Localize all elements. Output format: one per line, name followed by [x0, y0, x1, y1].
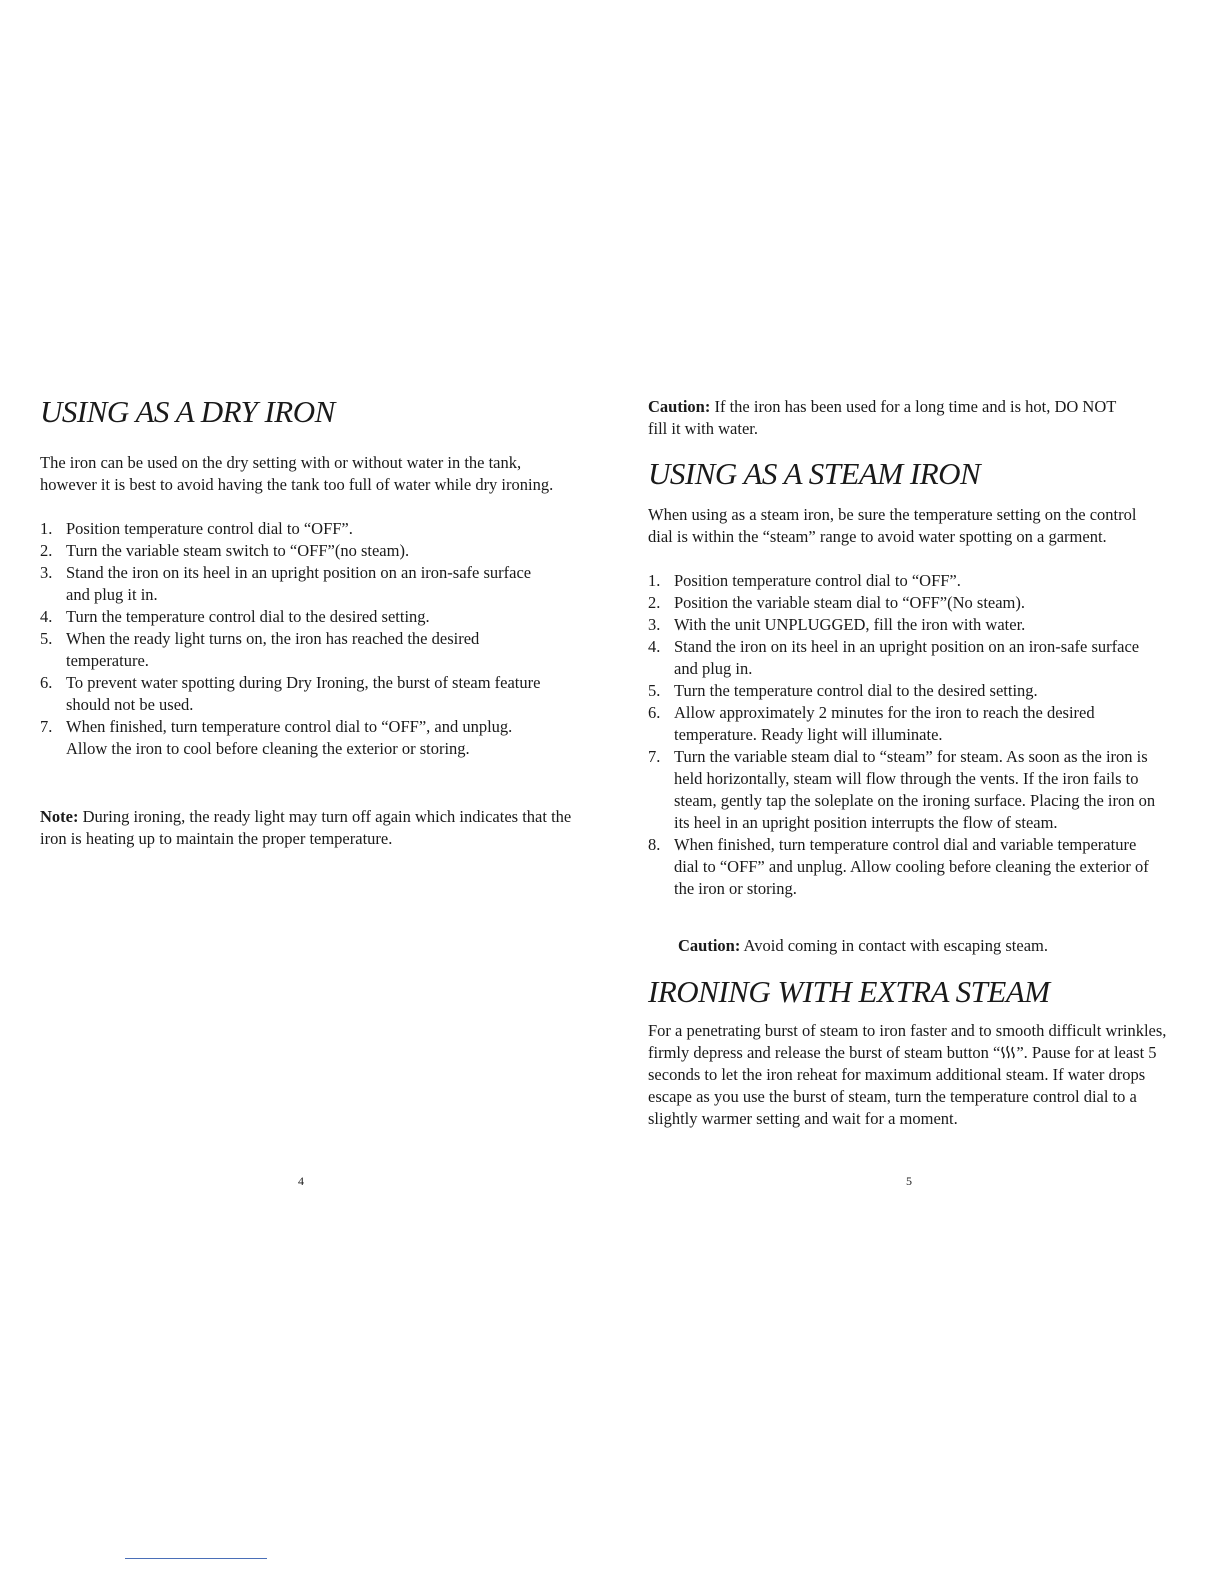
bottom-rule	[125, 1558, 267, 1559]
step-text: When the ready light turns on, the iron has reached the desired temperature.	[66, 629, 480, 670]
caution-bottom-label: Caution:	[678, 936, 741, 955]
list-item	[648, 680, 1163, 702]
steam-iron-steps	[648, 570, 1163, 900]
step-text: Turn the temperature control dial to the desired setting.	[66, 607, 430, 626]
step-number: 4.	[648, 637, 661, 656]
step-text: When finished, turn temperature control dial and variable temperature dial to “OFF” and unplug. Allow cooling before cleaning the exterior of the iron or storing.	[674, 835, 1149, 898]
list-item	[648, 636, 1163, 680]
step-text: When finished, turn temperature control dial to “OFF”, and unplug. Allow the iron to cool before cleaning the exterior or storing.	[66, 717, 513, 758]
note-label: Note:	[40, 807, 79, 826]
step-number: 5.	[648, 681, 661, 700]
caution-bottom-text: Avoid coming in contact with escaping steam.	[740, 936, 1048, 955]
note-text: During ironing, the ready light may turn off again which indicates that the iron is heating up to maintain the proper temperature.	[40, 807, 572, 848]
list-item	[648, 570, 1163, 592]
caution-top	[648, 396, 1118, 440]
step-text: Allow approximately 2 minutes for the iron to reach the desired temperature. Ready light will illuminate.	[674, 703, 1095, 744]
step-number: 1.	[648, 571, 661, 590]
extra-text-after-icon: ”. Pause for at least 5 seconds to let the iron reheat for maximum additional steam. If water drops escape as you use the burst of steam, turn the temperature control dial to a slightly warmer setting and wait for a moment.	[648, 1043, 1157, 1128]
step-text: Turn the variable steam dial to “steam” for steam. As soon as the iron is held horizontally, steam will flow through the vents. If the iron fails to steam, gently tap the soleplate on the ironing surface. Placing the iron on its heel in an upright position interrupts the flow of steam.	[674, 747, 1156, 832]
caution-top-label: Caution:	[648, 397, 711, 416]
step-text: Turn the temperature control dial to the desired setting.	[674, 681, 1038, 700]
caution-bottom	[678, 935, 1158, 957]
step-text: Stand the iron on its heel in an upright position on an iron-safe surface and plug in.	[674, 637, 1140, 678]
extra-steam-text	[648, 1020, 1168, 1130]
step-number: 3.	[40, 563, 53, 582]
step-text: Position temperature control dial to “OFF”.	[674, 571, 961, 590]
step-number: 6.	[648, 703, 661, 722]
steam-iron-heading: USING AS A STEAM IRON	[648, 456, 981, 491]
list-item	[40, 672, 550, 716]
extra-text-before-icon: For a penetrating burst of steam to iron faster and to smooth difficult wrinkles, firmly depress and release the burst of steam button “	[648, 1021, 1167, 1062]
list-item	[40, 518, 550, 540]
step-text: To prevent water spotting during Dry Ironing, the burst of steam feature should not be used.	[66, 673, 541, 714]
burst-of-steam-icon	[1000, 1044, 1016, 1060]
step-number: 7.	[40, 717, 53, 736]
dry-iron-note	[40, 806, 575, 850]
list-item	[648, 834, 1163, 900]
list-item	[648, 702, 1163, 746]
list-item	[40, 606, 550, 628]
step-number: 2.	[648, 593, 661, 612]
step-number: 6.	[40, 673, 53, 692]
page-number-right: 5	[906, 1174, 912, 1188]
step-number: 2.	[40, 541, 53, 560]
page-number-left: 4	[298, 1174, 304, 1188]
step-text: Stand the iron on its heel in an upright position on an iron-safe surface and plug it in.	[66, 563, 532, 604]
list-item	[648, 614, 1163, 636]
list-item	[40, 716, 550, 760]
caution-top-text: If the iron has been used for a long time and is hot, DO NOT fill it with water.	[648, 397, 1117, 438]
step-number: 7.	[648, 747, 661, 766]
dry-iron-intro: The iron can be used on the dry setting with or without water in the tank, however it is best to avoid having the tank too full of water while dry ironing.	[40, 453, 554, 494]
step-number: 1.	[40, 519, 53, 538]
list-item	[648, 592, 1163, 614]
dry-iron-heading: USING AS A DRY IRON	[40, 394, 335, 429]
step-number: 8.	[648, 835, 661, 854]
extra-steam-heading: IRONING WITH EXTRA STEAM	[648, 974, 1050, 1009]
step-text: Turn the variable steam switch to “OFF”(no steam).	[66, 541, 410, 560]
step-number: 3.	[648, 615, 661, 634]
list-item	[40, 540, 550, 562]
step-text: Position temperature control dial to “OFF”.	[66, 519, 353, 538]
list-item	[40, 562, 550, 606]
step-number: 5.	[40, 629, 53, 648]
dry-iron-steps	[40, 518, 550, 760]
step-text: Position the variable steam dial to “OFF”(No steam).	[674, 593, 1026, 612]
list-item	[648, 746, 1163, 834]
steam-iron-intro: When using as a steam iron, be sure the temperature setting on the control dial is within the “steam” range to avoid water spotting on a garment.	[648, 505, 1137, 546]
step-number: 4.	[40, 607, 53, 626]
list-item	[40, 628, 550, 672]
step-text: With the unit UNPLUGGED, fill the iron with water.	[674, 615, 1026, 634]
